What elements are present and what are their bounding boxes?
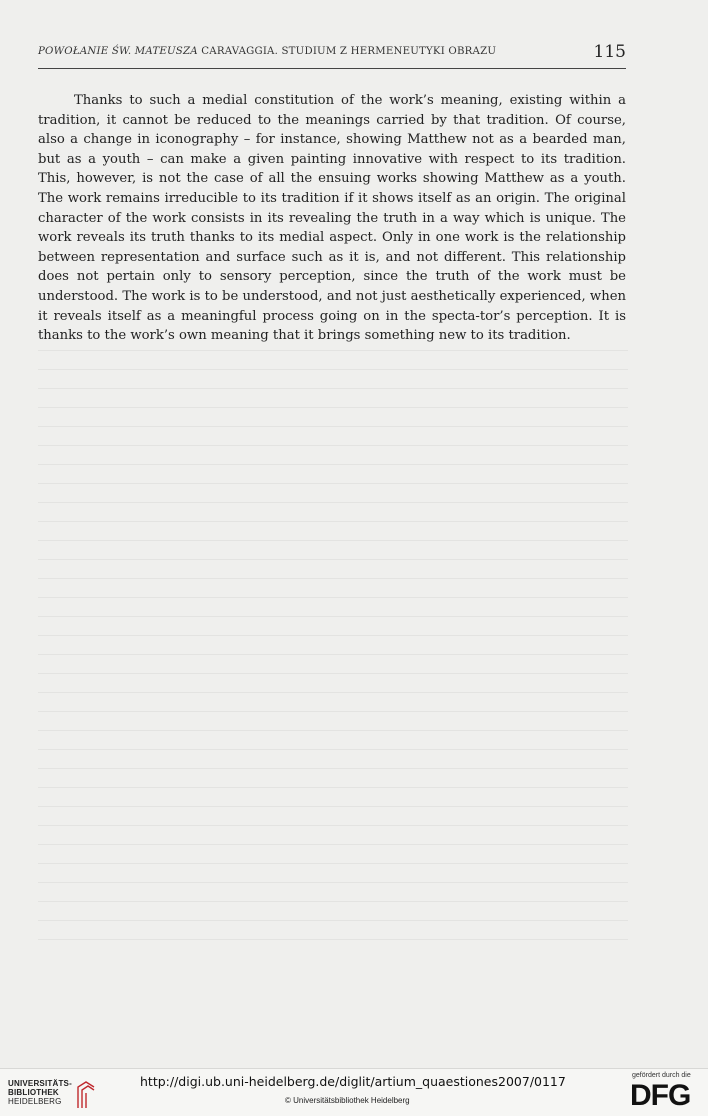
library-name-line3: HEIDELBERG [8,1097,62,1106]
header-title-italic: POWOŁANIE ŚW. MATEUSZA [38,46,198,57]
dfg-logo: DFG [630,1079,691,1112]
body-paragraph: Thanks to such a medial constitution of the work’s meaning, existing within a tradition, it cannot be reduced to the meanings carried by that tradition. Of course, also a change in iconography – for instance, showing Matthew not as a bearded man, but as a youth – can make a given painting innovative with respect to its tradition. This, however, is not the case of all the ensuing works showing Matthew as a youth. The work remains irreducible to its tradition if it shows itself as an origin. The original character of the work consists in its revealing the truth in a way which is unique. The work reveals its truth thanks to its medial aspect. Only in one work is the relationship between representation and surface such as it is, and not different. This relationship does not pertain only to sensory perception, since the truth of the work must be understood. The work is to be understood, and not just aesthetically experienced, when it reveals itself as a meaningful process going on in the specta-tor’s perception. It is thanks to the work’s own meaning that it brings something new to its tradition. [38,93,626,344]
library-emblem-icon [74,1079,98,1109]
page-number: 115 [593,42,626,62]
library-logo [8,1079,72,1106]
library-name-line1: UNIVERSITÄTS- [8,1079,72,1088]
funding-note: gefördert durch die [632,1072,691,1079]
digitization-footer [0,1068,708,1116]
library-name-line2: BIBLIOTHEK [8,1088,59,1097]
body-text [38,91,626,346]
show-through-shadow [38,350,628,970]
running-header [38,42,626,69]
running-header-title [38,46,496,57]
header-title-rest: CARAVAGGIA. STUDIUM Z HERMENEUTYKI OBRAZU [197,46,497,57]
permalink-url[interactable]: http://digi.ub.uni-heidelberg.de/diglit/artium_quaestiones2007/0117 [140,1074,566,1089]
copyright-notice: © Universitätsbibliothek Heidelberg [285,1096,410,1105]
